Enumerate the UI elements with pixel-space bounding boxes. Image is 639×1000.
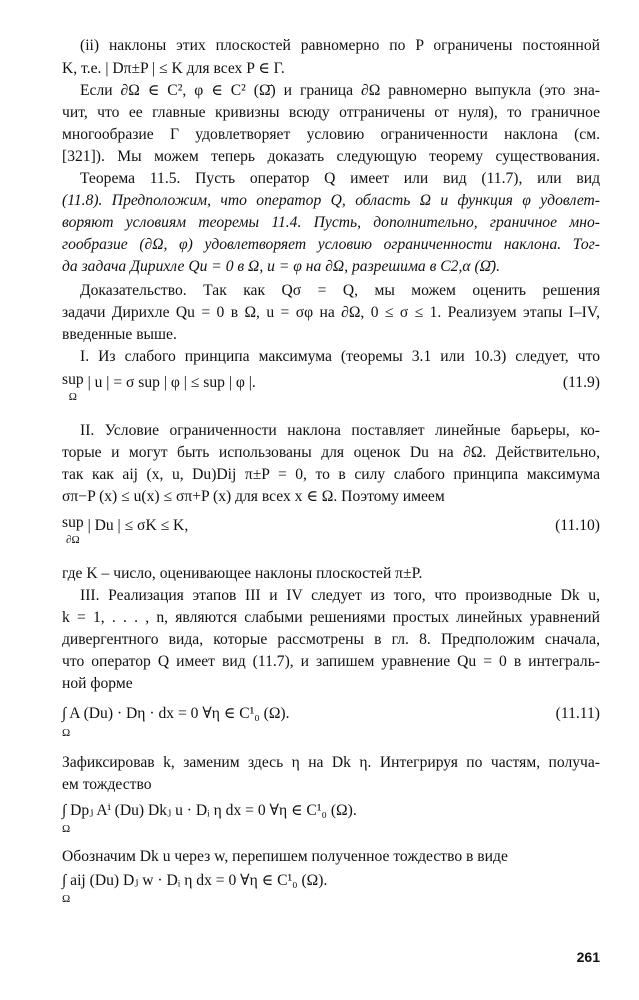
proof-heading-line: Доказательство. Так как Qσ = Q, мы можем оценить решения bbox=[80, 282, 600, 299]
text-line: (ii) наклоны этих плоскостей равномерно по P ограничены постоянной bbox=[80, 37, 600, 54]
equation-identity bbox=[62, 800, 357, 822]
text-line: торые и могут быть использованы для оценок Du на ∂Ω. Действительно, bbox=[62, 444, 600, 461]
integral-subscript: Ω bbox=[62, 823, 71, 835]
equation-body: ∫ aij (Du) Dⱼ w · Dᵢ η dx = 0 ∀η ∈ C¹₀ (Ω). bbox=[62, 872, 328, 889]
text-line: введенные выше. bbox=[62, 326, 177, 343]
text-line: Зафиксировав k, заменим здесь η на Dk η. Интегрируя по частям, получа- bbox=[62, 754, 600, 771]
theorem-text: (11.8). Предположим, что оператор Q, область Ω и функция φ удовлет- bbox=[62, 192, 600, 209]
equation-number: (11.9) bbox=[562, 374, 600, 391]
sup-subscript: Ω bbox=[68, 391, 77, 403]
equation-11-10 bbox=[62, 515, 188, 548]
text-line: где K – число, оценивающее наклоны плоскостей π±P. bbox=[62, 565, 423, 582]
equation-body: ∫ Dpⱼ Aⁱ (Du) Dkⱼ u · Dᵢ η dx = 0 ∀η ∈ C¹₀ (Ω). bbox=[62, 802, 357, 819]
theorem-text: гообразие (∂Ω, φ) удовлетворяет условию ограниченности наклона. Тог- bbox=[62, 236, 600, 253]
equation-body: | Du | ≤ σK ≤ K, bbox=[87, 517, 189, 534]
equation-body: | u | = σ sup | φ | ≤ sup | φ |. bbox=[87, 374, 256, 391]
text-line: σπ−P (x) ≤ u(x) ≤ σπ+P (x) для всех x ∈ Ω. Поэтому имеем bbox=[62, 488, 445, 505]
text-line: чит, что ее главные кривизны всюду отграничены от нуля), то граничное bbox=[62, 104, 600, 121]
text-line: K, т.е. | Dπ±P | ≤ K для всех P ∈ Γ. bbox=[62, 60, 285, 77]
equation-11-9 bbox=[62, 372, 256, 405]
sup-subscript: ∂Ω bbox=[66, 534, 80, 546]
text-line: так как aij (x, u, Du)Dij π±P = 0, то в силу слабого принципа максимума bbox=[62, 466, 600, 483]
text-line: задачи Дирихле Qu = 0 в Ω, u = σφ на ∂Ω, 0 ≤ σ ≤ 1. Реализуем этапы I–IV, bbox=[62, 304, 600, 321]
text-line: III. Реализация этапов III и IV следует из того, что производные Dk u, bbox=[80, 587, 600, 604]
integral-subscript: Ω bbox=[62, 893, 71, 905]
text-line: ной форме bbox=[62, 675, 133, 692]
text-line: k = 1, . . . , n, являются слабыми решениями простых линейных уравнений bbox=[62, 609, 600, 626]
equation-body: ∫ A (Du) · Dη · dx = 0 ∀η ∈ C¹₀ (Ω). bbox=[62, 705, 290, 722]
theorem-title: Теорема 11.5. Пусть оператор Q имеет или вид (11.7), или вид bbox=[80, 170, 600, 187]
text-line: Если ∂Ω ∈ C², φ ∈ C² (Ω̄) и граница ∂Ω равномерно выпукла (это зна- bbox=[80, 82, 600, 99]
theorem-text: да задача Дирихле Qu = 0 в Ω, u = φ на ∂Ω, разрешима в C2,α (Ω̄). bbox=[62, 258, 501, 275]
integral-subscript: Ω bbox=[62, 727, 71, 739]
text-line: Обозначим Dk u через w, перепишем полученное тождество в виде bbox=[62, 848, 508, 865]
page-number: 261 bbox=[576, 949, 600, 965]
text-line: I. Из слабого принципа максимума (теоремы 3.1 или 10.3) следует, что bbox=[80, 348, 600, 365]
sup-operator: sup bbox=[62, 371, 84, 388]
text-line: дивергентного вида, которые рассмотрены в гл. 8. Предположим сначала, bbox=[62, 631, 600, 648]
text-line: ем тождество bbox=[62, 776, 152, 793]
equation-rewritten bbox=[62, 870, 327, 892]
theorem-text: воряют условиям теоремы 11.4. Пусть, дополнительно, граничное мно- bbox=[62, 214, 600, 231]
equation-number: (11.11) bbox=[555, 705, 600, 722]
equation-11-11 bbox=[62, 703, 290, 725]
text-line: [321]). Мы можем теперь доказать следующую теорему существования. bbox=[62, 148, 600, 165]
sup-operator: sup bbox=[62, 514, 84, 531]
text-line: что оператор Q имеет вид (11.7), и запишем уравнение Qu = 0 в интеграль- bbox=[62, 653, 600, 670]
text-line: II. Условие ограниченности наклона поставляет линейные барьеры, ко- bbox=[80, 422, 600, 439]
equation-number: (11.10) bbox=[555, 517, 600, 534]
text-line: многообразие Γ удовлетворяет условию ограниченности наклона (см. bbox=[62, 126, 600, 143]
